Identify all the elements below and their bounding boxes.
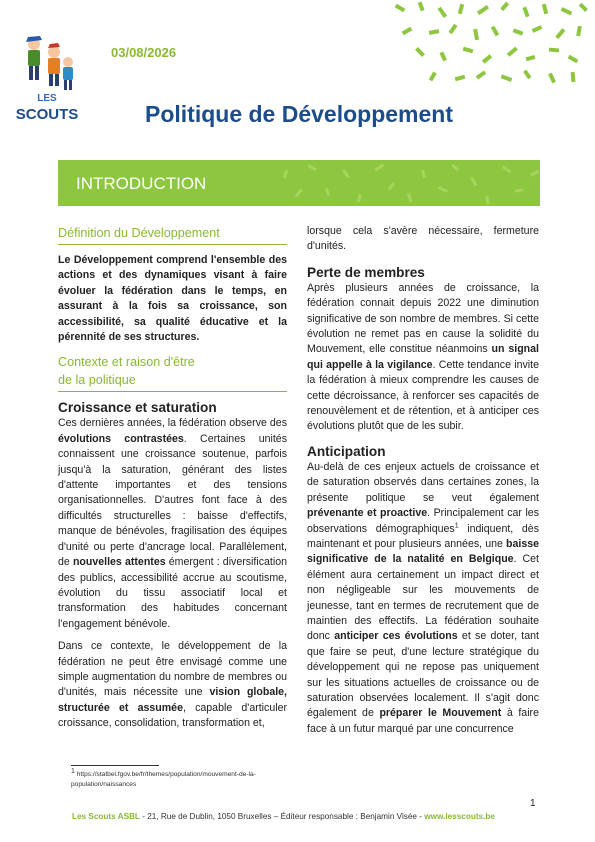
footnote [71,767,301,790]
logo-text-les: LES [37,93,57,104]
logo-text-scouts: SCOUTS [15,106,79,123]
footnote-link[interactable]: https://statbel.fgov.be/fr/themes/population/mouvement-de-la-population/naissances [71,771,256,788]
right-column [307,224,539,737]
page-number: 1 [530,798,536,809]
left-column [58,224,287,732]
page-title: Politique de Développement [145,101,453,127]
footer-address: - 21, Rue de Dublin, 1050 Bruxelles – Éditeur responsable : Benjamin Visée - [139,812,425,821]
paragraph-continuation: lorsque cela s'avère nécessaire, fermeture d'unités. [307,225,539,253]
banner-title: INTRODUCTION [76,174,207,193]
heading-perte: Perte de membres [307,264,425,280]
heading-context-line-1: Contexte et raison d'être [58,355,195,370]
footnote-marker: 1 [71,767,75,775]
page-footer [72,812,495,821]
heading-context-line-2: de la politique [58,373,136,388]
footer-org: Les Scouts ASBL [72,812,140,821]
confetti-decoration [385,0,595,92]
footer-website-link[interactable]: www.lesscouts.be [424,812,495,821]
footnote-reference[interactable]: 1 [454,521,459,529]
paragraph-anticipation: Au-delà de ces enjeux actuels de croissance et de saturation observés dans certaines zones, la présente politique se veut également prévenante et proactive. Principalement car les observations démographiques$^1$ indiquent, dès maintenant et pour plusieurs années, une baisse significative de la natalité en Belgique. Cet élément aura certainement un impact direct et non négligeable sur les mouvements de jeunesse, tant en termes de recrutement que de maintien des effectifs. La fédération souhaite donc anticiper ces évolutions et se doter, tant que faire se peut, d'une lecture stratégique du développement qui ne repose pas uniquement sur les situations actuelles de croissance ou de saturation observées localement. Il s'agit donc également de préparer le Mouvement à faire face à un futur marqué par une concurrence [307,460,539,735]
paragraph-contexte: Dans ce contexte, le développement de la fédération ne peut être envisagé comme une simple augmentation du nombre de membres ou d'unités, mais nécessite une vision globale, structurée et assumée, capable d'articuler croissance, consolidation, transformation et, [58,640,287,730]
definition-paragraph: Le Développement comprend l'ensemble des actions et des dynamiques visant à faire évoluer la fédération dans le temps, en assurant à la fois sa croissance, son accessibilité, sa qualité éducative et la pérennité de ses structures. [58,254,287,344]
paragraph-croissance: Ces dernières années, la fédération observe des évolutions contrastées. Certaines unités connaissent une croissance soutenue, parfois jusqu'à la saturation, générant des listes d'attente importantes et des tensions organisationnelles. D'autres font face à des difficultés structurelles : baisse d'effectifs, manque de bénévoles, fragilisation des équipes d'unité ou perte d'ancrage local. Parallèlement, de nouvelles attentes émergent : diversification des publics, accessibilité accrue au scoutisme, évolution du tissu associatif local et transformation des habitudes concernant l'engagement bénévole. [58,417,287,630]
footnote-separator [71,765,159,766]
section-banner [58,160,540,206]
heading-croissance: Croissance et saturation [58,400,217,416]
les-scouts-logo [14,34,80,126]
document-date: 03/08/2026 [111,45,177,60]
heading-definition: Définition du Développement [58,224,287,245]
heading-anticipation: Anticipation [307,443,386,459]
paragraph-perte: Après plusieurs années de croissance, la fédération connait depuis 2022 une diminution significative de son nombre de membres. Si cette évolution ne remet pas en cause la solidité du Mouvement, elle constitue néanmoins un signal qui appelle à la vigilance. Cette tendance invite la fédération à mieux comprendre les causes de cette décroissance, à renforcer ses capacités de renouvèlement et de rétention, et à anticiper ces évolutions plutôt que de les subir. [307,281,539,433]
heading-context [58,353,287,392]
